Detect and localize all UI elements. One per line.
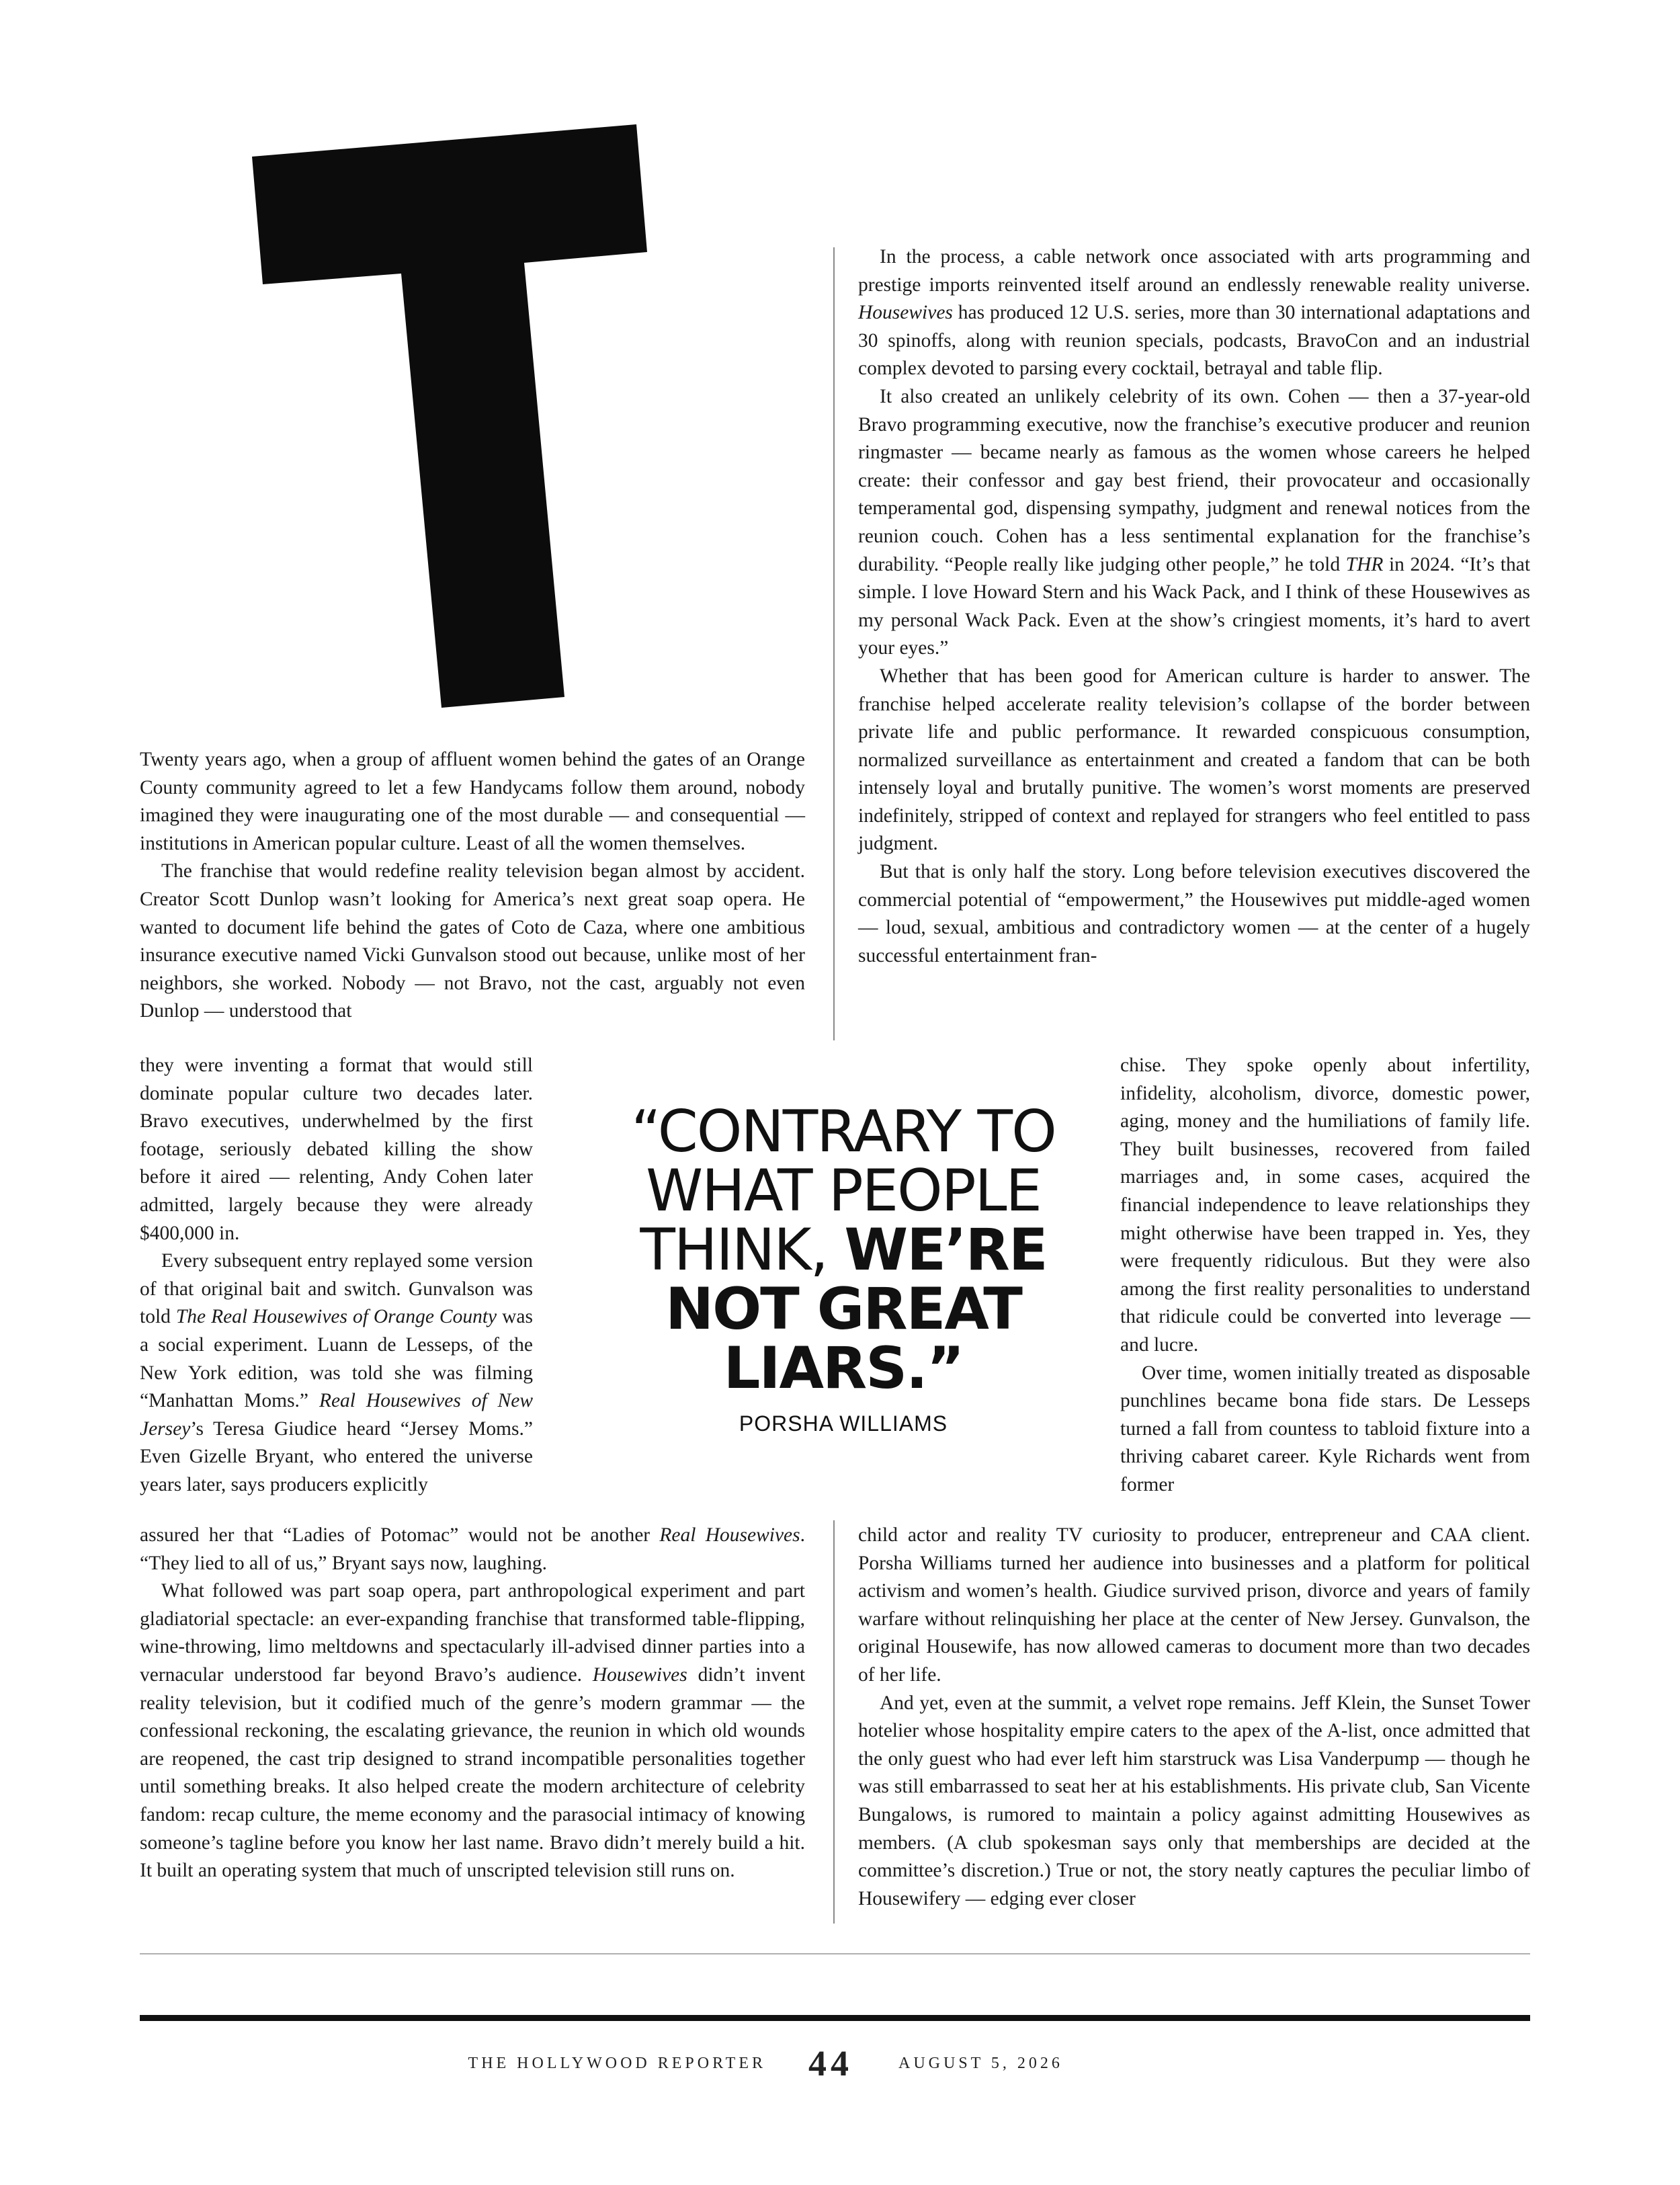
text-run: didn’t invent reality television, but it codified much of the genre’s modern grammar — the confessional reckoning, the escalating grievance, the reunion in which old wounds are reopened, the cast trip designed to strand incompatible personalities together until something breaks. It also helped create the modern architecture of celebrity fandom: recap culture, the meme economy and the parasocial intimacy of knowing someone’s tagline before you know her last name. Bravo didn’t merely build a hit. It built an operating system that much of unscripted television still runs on. xyxy=(140,1663,806,1882)
article-column-left-bottom xyxy=(140,1522,805,1885)
text-run: in 2024. “It’s that simple. I love Howard Stern and his Wack Pack, and I think of these Housewives as my personal Wack Pack. Even at the show’s cringiest moments, it’s hard to avert your eyes.” xyxy=(858,553,1531,659)
pull-quote-line xyxy=(585,1217,1102,1284)
article-paragraph: But that is only half the story. Long before television executives discovered the commercial potential of “empowerment,” the Housewives put middle-aged women — loud, sexual, ambitious and contradictory women — at the center of a hugely successful entertainment fran- xyxy=(858,861,1530,966)
column-divider xyxy=(833,247,835,1040)
article-paragraph xyxy=(858,383,1530,663)
text-run: was a social experiment. Luann de Lesseps, of the New York edition, was told she was filming “Manhattan Moms.” xyxy=(140,1306,533,1412)
text-run: Every subsequent entry replayed some version of that original bait and switch. Gunvalson was told xyxy=(140,1250,533,1328)
article-column-right-top xyxy=(858,243,1530,970)
article-column-left-top xyxy=(140,746,805,1026)
italic-title: Real Housewives of New Jersey xyxy=(140,1390,534,1440)
text-run: It also created an unlikely celebrity of its own. Cohen — then a 37-year-old Bravo programming executive, now the franchise’s executive producer and reunion ringmaster — became nearly as famous as the women whose careers he helped create: their confessor and gay best friend, their provocateur and occasionally temperamental god, dispensing sympathy, judgment and renewal notices from the reunion couch. Cohen has a less sentimental explanation for the franchise’s durability. “People really like judging other people,” he told xyxy=(858,385,1530,575)
article-column-right-mid xyxy=(1120,1052,1530,1499)
pull-quote-bold-text: WE’RE xyxy=(844,1217,1047,1284)
italic-title: Real Housewives xyxy=(659,1524,800,1546)
article-paragraph: child actor and reality TV curiosity to producer, entrepreneur and CAA client. Porsha Williams turned her audience into businesses and a platform for political activism and women’s health. Giudice survived prison, divorce and years of family warfare without relinquishing her place at the center of New Jersey. Gunvalson, the original Housewife, has now allowed cameras to document more than two decades of her life. xyxy=(858,1524,1530,1686)
page-number: 44 xyxy=(808,2043,853,2084)
page-footer xyxy=(0,2043,1680,2084)
article-paragraph: The franchise that would redefine reality television began almost by accident. Creator Scott Dunlop wasn’t looking for America’s next great soap opera. He wanted to document life behind the gates of Coto de Caza, where one ambitious insurance executive named Vicki Gunvalson stood out because, unlike most of her neighbors, she worked. Nobody — not Bravo, not the cast, arguably not even Dunlop — understood that xyxy=(140,860,805,1022)
pull-quote-line: “CONTRARY TO xyxy=(631,1098,1056,1165)
italic-title: Housewives xyxy=(592,1663,687,1686)
article-paragraph xyxy=(140,1522,805,1577)
column-divider xyxy=(833,1520,835,1924)
drop-cap-t xyxy=(252,124,655,716)
issue-date: AUGUST 5, 2026 xyxy=(898,2055,1063,2072)
text-run: ’s Teresa Giudice heard “Jersey Moms.” Even Gizelle Bryant, who entered the universe years later, says producers explicitly xyxy=(140,1417,533,1495)
article-paragraph xyxy=(858,243,1530,383)
article-paragraph: Whether that has been good for American culture is harder to answer. The franchise helped accelerate reality television’s collapse of the border between private life and public performance. It rewarded conspicuous consumption, normalized surveillance as entertainment and created a fandom that can be both intensely loyal and brutally punitive. The women’s worst moments are preserved indefinitely, stripped of context and replayed for strangers who feel entitled to pass judgment. xyxy=(858,665,1530,855)
article-paragraph: And yet, even at the summit, a velvet rope remains. Jeff Klein, the Sunset Tower hotelier whose hospitality empire caters to the apex of the A-list, once admitted that the only guest who had ever left him starstruck was Lisa Vanderpump — though he was still embarrassed to seat her at his establishments. His private club, San Vicente Bungalows, is rumored to maintain a policy against admitting Housewives as members. (A club spokesman says only that memberships are decided at the committee’s discretion.) True or not, the story neatly captures the peculiar limbo of Housewifery — edging ever closer xyxy=(858,1692,1530,1909)
pull-quote xyxy=(585,1098,1102,1436)
text-run: What followed was part soap opera, part anthropological experiment and part gladiatorial spectacle: an ever-expanding franchise that transformed table-flipping, wine-throwing, limo meltdowns and spectacularly ill-advised dinner parties into a vernacular understood far beyond Bravo’s audience. xyxy=(140,1580,805,1686)
pull-quote-line: NOT GREAT xyxy=(665,1276,1021,1343)
pull-quote-attribution: PORSHA WILLIAMS xyxy=(739,1411,948,1436)
footer-rule-thick xyxy=(140,2015,1530,2021)
pull-quote-line: LIARS.” xyxy=(723,1335,964,1402)
drop-cap-glyph xyxy=(252,124,655,716)
article-paragraph xyxy=(140,1247,533,1499)
italic-title: THR xyxy=(1345,553,1384,575)
article-paragraph: Over time, women initially treated as disposable punchlines became bona fide stars. De Lesseps turned a fall from countess to tabloid fixture into a thriving cabaret career. Kyle Richards went from former xyxy=(1120,1362,1530,1495)
text-run: In the process, a cable network once associated with arts programming and prestige imports reinvented itself around an endlessly renewable reality universe. xyxy=(858,246,1530,296)
article-paragraph: Twenty years ago, when a group of affluent women behind the gates of an Orange County community agreed to let a few Handycams follow them around, nobody imagined they were inaugurating one of the most durable — and consequential — institutions in American popular culture. Least of all the women themselves. xyxy=(140,749,805,854)
italic-title: Housewives xyxy=(858,302,953,324)
publication-name: THE HOLLYWOOD REPORTER xyxy=(468,2055,766,2072)
pull-quote-line: WHAT PEOPLE xyxy=(646,1157,1041,1225)
pull-quote-light-text: THINK, xyxy=(640,1217,828,1284)
text-run: . “They lied to all of us,” Bryant says now, laughing. xyxy=(140,1524,806,1574)
article-paragraph: chise. They spoke openly about infertility, infidelity, alcoholism, divorce, domestic power, aging, money and the humiliations of family life. They built businesses, recovered from failed marriages and, in some cases, acquired the financial independence to leave relationships they might otherwise have been trapped in. Yes, they were frequently ridiculous. But they were also among the first reality personalities to understand that ridicule could be converted into leverage — and lucre. xyxy=(1120,1055,1530,1356)
italic-title: The Real Housewives of Orange County xyxy=(175,1306,497,1328)
article-paragraph xyxy=(140,1577,805,1885)
article-column-right-bottom xyxy=(858,1522,1530,1913)
footer-rule-thin xyxy=(140,1953,1530,1954)
text-run: has produced 12 U.S. series, more than 30 international adaptations and 30 spinoffs, along with reunion specials, podcasts, BravoCon and an industrial complex devoted to parsing every cocktail, betrayal and table flip. xyxy=(858,302,1530,380)
article-paragraph: they were inventing a format that would still dominate popular culture two decades later. Bravo executives, underwhelmed by the first footage, seriously debated killing the show before it aired — relenting, Andy Cohen later admitted, largely because they were already $400,000 in. xyxy=(140,1055,533,1244)
text-run: assured her that “Ladies of Potomac” would not be another xyxy=(140,1524,650,1546)
article-column-left-mid xyxy=(140,1052,533,1499)
